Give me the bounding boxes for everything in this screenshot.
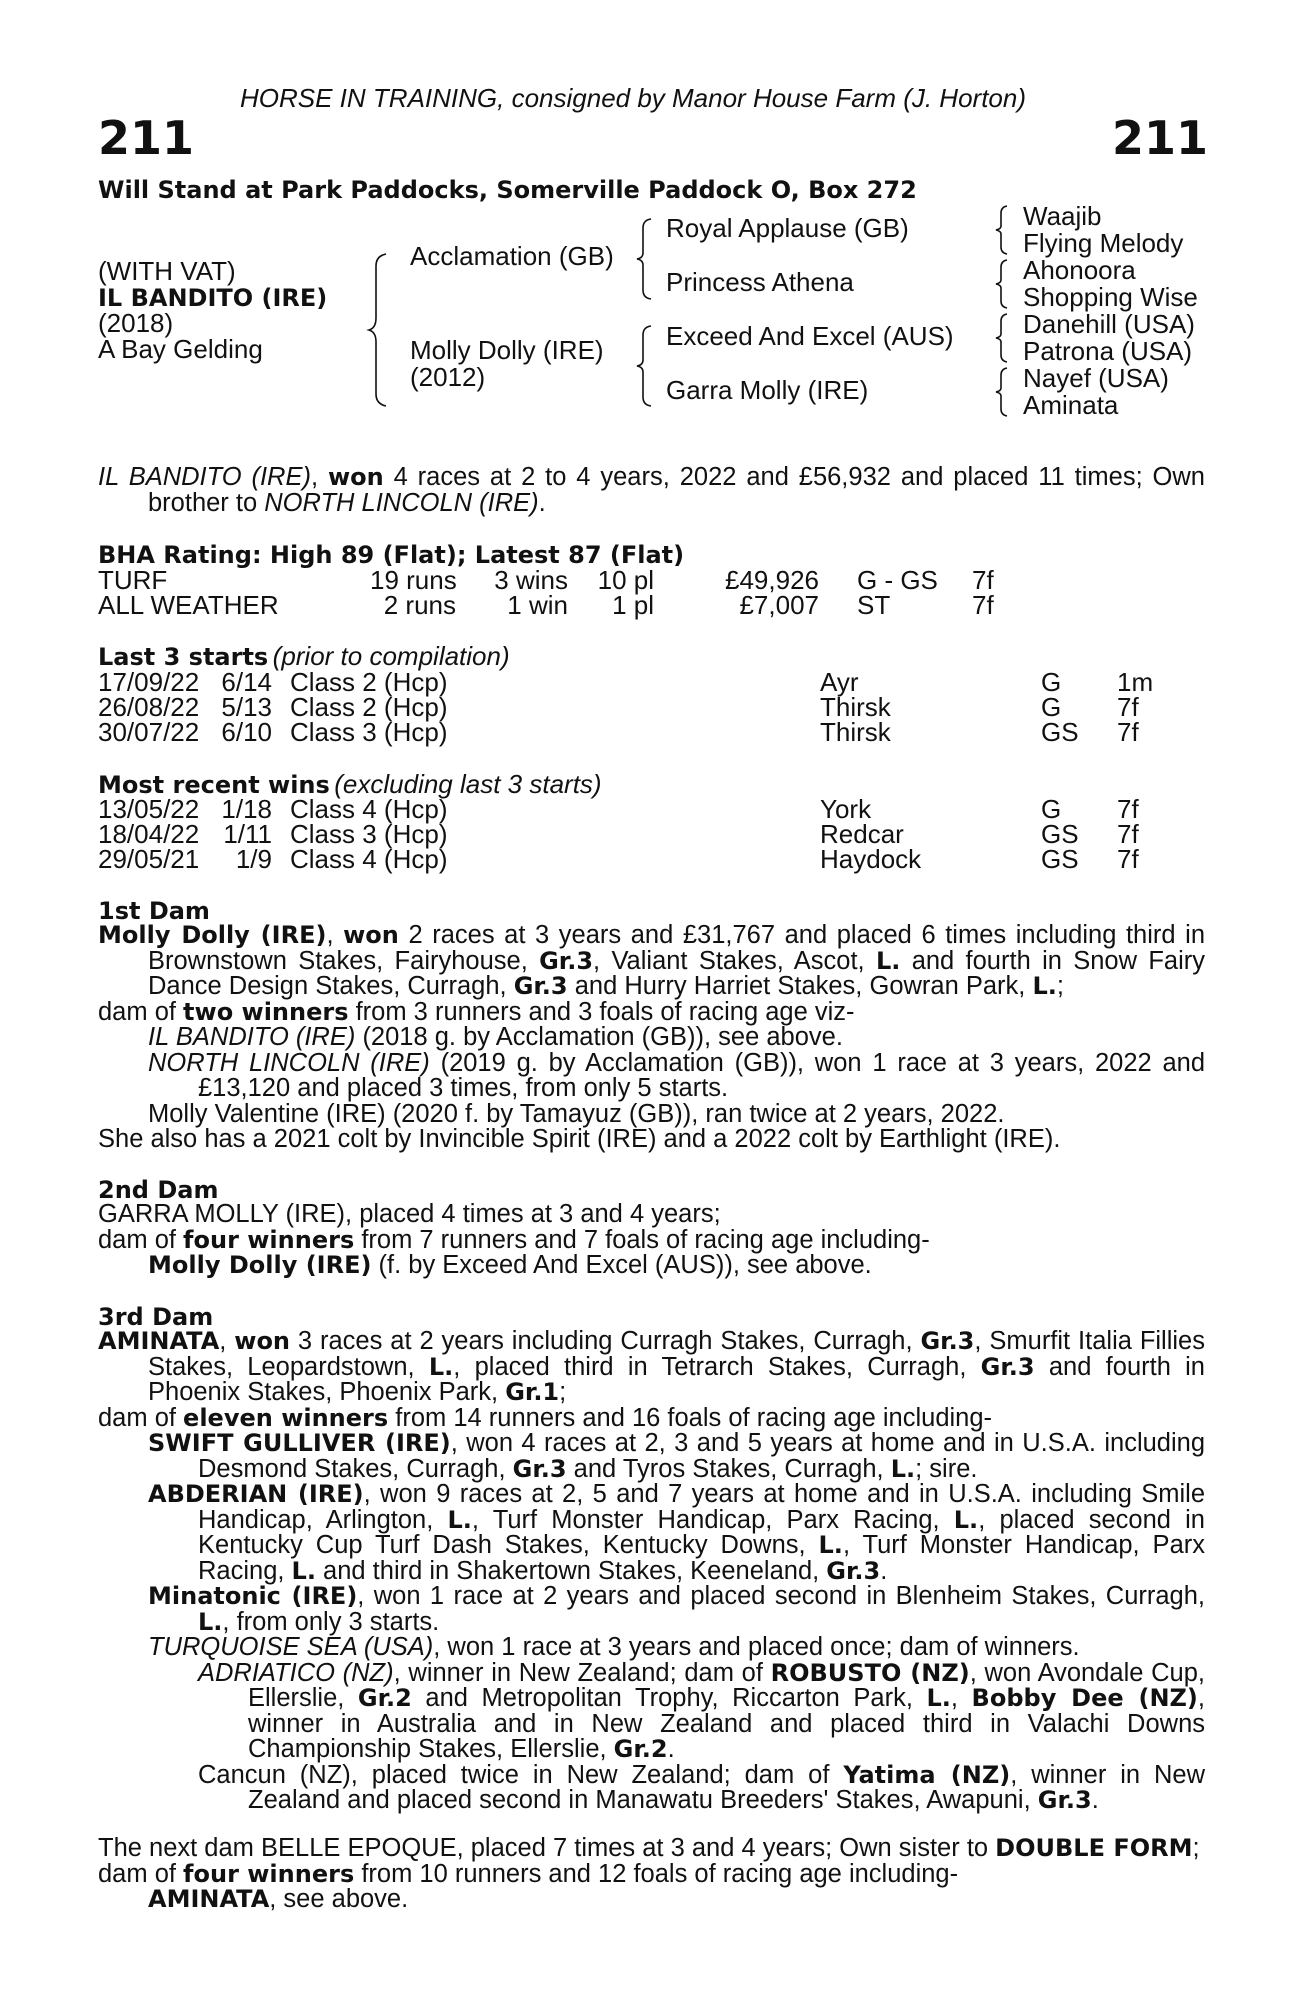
gen3-ancestor: Waajib: [1023, 201, 1102, 231]
gen3-ancestor: Danehill (USA): [1023, 309, 1195, 339]
rating-distance: 7f: [972, 565, 994, 595]
grade: L.: [875, 946, 901, 975]
rating-earnings: £49,926: [725, 565, 819, 595]
pedigree-brace-2b: [634, 324, 654, 408]
second-dam-section: [98, 1202, 1205, 1279]
winners-count: four winners: [183, 1859, 355, 1888]
offspring: Molly Valentine (IRE) (2020 f. by Tamayuz (GB)), ran twice at 2 years, 2022.: [148, 1099, 1005, 1128]
next-dam-record: The next dam BELLE EPOQUE, placed 7 times at 3 and 4 years; Own sister to DOUBLE FORM;: [98, 1834, 1200, 1862]
gen3-ancestor: Patrona (USA): [1023, 336, 1193, 366]
pedigree-brace-2a: [634, 217, 654, 301]
summary-text: 4 races at 2 to 4 years, 2022 and £56,932 and placed 11 times; Own brother to: [148, 463, 1205, 517]
race-course: Ayr: [820, 667, 859, 697]
dam-sire: Exceed And Excel (AUS): [666, 321, 954, 351]
pedigree-brace-1: [366, 252, 390, 408]
race-date: 29/05/21: [98, 844, 200, 874]
horse-description: A Bay Gelding: [98, 334, 263, 364]
race-class: Class 3 (Hcp): [290, 717, 448, 747]
last3-title: Last 3 starts: [98, 643, 269, 671]
dam-name: Molly Dolly (IRE): [98, 921, 327, 949]
offspring-name: ADRIATICO (NZ): [198, 1658, 394, 1687]
race-course: Haydock: [820, 844, 922, 874]
dam-dam: Garra Molly (IRE): [666, 375, 869, 405]
summary-end: .: [538, 488, 546, 517]
offspring: Molly Dolly (IRE) (f. by Exceed And Excel (AUS)), see above.: [148, 1251, 872, 1279]
winners-count: four winners: [183, 1225, 355, 1254]
rating-surface: TURF: [98, 565, 168, 595]
lot-number-right: 211: [1112, 111, 1209, 165]
first-dam-section: [98, 923, 1205, 1153]
lot-number-left: 211: [98, 111, 195, 165]
text: and Hurry Harriet Stakes, Gowran Park,: [567, 972, 1033, 1000]
won-label: won: [343, 921, 399, 949]
grade: Gr.3: [513, 972, 568, 1000]
race-class: Class 2 (Hcp): [290, 667, 448, 697]
offspring: SWIFT GULLIVER (IRE), won 4 races at 2, 3 and 5 years at home and in U.S.A. including Desmond Stakes, Curragh, Gr.3 and Tyros Stakes, Curragh, L.; sire.: [148, 1429, 1205, 1483]
race-going: GS: [1041, 819, 1079, 849]
rating-earnings: £7,007: [739, 590, 819, 620]
first-dam-record: Molly Dolly (IRE), won 2 races at 3 years and £31,767 and placed 6 times including third in Brownstown Stakes, Fairyhouse, Gr.3, Valiant Stakes, Ascot, L. and fourth in Snow Fairy Dance Design Stakes, Curragh, Gr.3 and Hurry Harriet Stakes, Gowran Park, L.;: [98, 921, 1205, 1000]
race-position: 1/18: [221, 794, 272, 824]
grade: L.: [1032, 972, 1057, 1000]
pedigree-brace-3c: [993, 312, 1011, 364]
sire-sire: Royal Applause (GB): [666, 213, 909, 243]
recent-title: Most recent wins: [98, 771, 330, 799]
race-summary: IL BANDITO (IRE), won 4 races at 2 to 4 years, 2022 and £56,932 and placed 11 times; Own brother to NORTH LINCOLN (IRE).: [98, 463, 1205, 517]
race-going: G: [1041, 794, 1062, 824]
race-class: Class 4 (Hcp): [290, 794, 448, 824]
summary-brother: NORTH LINCOLN (IRE): [264, 488, 539, 517]
dam-of-line: dam of eleven winners from 14 runners and 16 foals of racing age including-: [98, 1403, 993, 1432]
race-course: Redcar: [820, 819, 904, 849]
gen3-ancestor: Shopping Wise: [1023, 282, 1198, 312]
bha-rating-title: BHA Rating: High 89 (Flat); Latest 87 (Flat): [98, 541, 685, 569]
race-date: 30/07/22: [98, 717, 200, 747]
offspring-name: AMINATA: [148, 1885, 270, 1913]
rating-placed: 1 pl: [612, 590, 654, 620]
dam-year: (2012): [410, 362, 486, 392]
rating-wins: 3 wins: [494, 565, 568, 595]
pedigree-brace-3b: [993, 258, 1011, 310]
second-dam-title: 2nd Dam: [98, 1176, 219, 1204]
race-class: Class 2 (Hcp): [290, 692, 448, 722]
offspring: TURQUOISE SEA (USA), won 1 race at 3 years and placed once; dam of winners.: [148, 1633, 1080, 1661]
sire-dam: Princess Athena: [666, 267, 854, 297]
recent-note: (excluding last 3 starts): [334, 769, 602, 799]
rating-runs: 19 runs: [370, 565, 457, 595]
consignment-line: HORSE IN TRAINING, consigned by Manor House Farm (J. Horton): [240, 83, 1027, 113]
first-dam-title: 1st Dam: [98, 897, 210, 925]
offspring: Minatonic (IRE), won 1 race at 2 years and placed second in Blenheim Stakes, Curragh, L., from only 3 starts.: [148, 1582, 1205, 1636]
gen3-ancestor: Ahonoora: [1023, 255, 1136, 285]
summary-horse-name: IL BANDITO (IRE): [98, 463, 311, 491]
rating-going: G - GS: [857, 565, 938, 595]
offspring-name: NORTH LINCOLN (IRE): [148, 1048, 430, 1077]
offspring-name: SWIFT GULLIVER (IRE): [148, 1429, 451, 1457]
offspring-name: Minatonic (IRE): [148, 1582, 358, 1610]
race-distance: 7f: [1117, 844, 1139, 874]
won-label: won: [327, 463, 384, 491]
race-distance: 7f: [1117, 819, 1139, 849]
race-distance: 1m: [1117, 667, 1154, 697]
race-date: 13/05/22: [98, 794, 200, 824]
dam-name: AMINATA: [98, 1327, 220, 1355]
third-dam-section: [98, 1329, 1205, 1814]
sire: Acclamation (GB): [410, 241, 614, 271]
race-position: 1/11: [223, 819, 272, 849]
race-going: GS: [1041, 844, 1079, 874]
foaling-year: (2018): [98, 308, 174, 338]
last3-note: (prior to compilation): [272, 641, 510, 671]
race-class: Class 3 (Hcp): [290, 819, 448, 849]
gen3-ancestor: Flying Melody: [1023, 228, 1184, 258]
grade: Gr.3: [539, 946, 594, 975]
gen3-ancestor: Nayef (USA): [1023, 363, 1169, 393]
sister-name: DOUBLE FORM: [995, 1834, 1193, 1862]
third-dam-record: AMINATA, won 3 races at 2 years including Curragh Stakes, Curragh, Gr.3, Smurfit Italia Fillies Stakes, Leopardstown, L., placed third in Tetrarch Stakes, Curragh, Gr.3 and fourth in Phoenix Stakes, Phoenix Park, Gr.1;: [98, 1327, 1205, 1406]
race-distance: 7f: [1117, 717, 1139, 747]
race-position: 6/14: [221, 667, 272, 697]
horse-name: IL BANDITO (IRE): [98, 284, 328, 312]
dam: Molly Dolly (IRE): [410, 335, 604, 365]
rating-surface: ALL WEATHER: [98, 590, 279, 620]
rating-runs: 2 runs: [383, 590, 456, 620]
offspring: ABDERIAN (IRE), won 9 races at 2, 5 and 7 years at home and in U.S.A. including Smile Handicap, Arlington, L., Turf Monster Handicap, Parx Racing, L., placed second in Kentucky Cup Turf Dash Stakes, Kentucky Downs, L., Turf Monster Handicap, Parx Racing, L. and third in Shakertown Stakes, Keeneland, Gr.3.: [148, 1480, 1205, 1585]
dam-of-line: dam of two winners from 3 runners and 3 foals of racing age viz-: [98, 997, 855, 1026]
offspring-name: TURQUOISE SEA (USA): [148, 1633, 434, 1661]
offspring-name: Molly Dolly (IRE): [148, 1251, 372, 1279]
race-distance: 7f: [1117, 692, 1139, 722]
race-position: 5/13: [221, 692, 272, 722]
winners-count: eleven winners: [183, 1403, 389, 1432]
offspring: NORTH LINCOLN (IRE) (2019 g. by Acclamation (GB)), won 1 race at 3 years, 2022 and £13,120 and placed 3 times, from only 5 starts.: [148, 1048, 1206, 1102]
race-date: 18/04/22: [98, 819, 200, 849]
also-has-line: She also has a 2021 colt by Invincible Spirit (IRE) and a 2022 colt by Earthlight (IRE).: [98, 1125, 1061, 1153]
race-course: York: [820, 794, 872, 824]
race-position: 6/10: [221, 717, 272, 747]
vat-note: (WITH VAT): [98, 256, 236, 286]
race-position: 1/9: [235, 844, 272, 874]
won-label: won: [234, 1327, 291, 1355]
race-course: Thirsk: [820, 692, 891, 722]
rating-placed: 10 pl: [597, 565, 654, 595]
winners-count: two winners: [183, 997, 349, 1026]
stand-location: Will Stand at Park Paddocks, Somerville Paddock O, Box 272: [98, 176, 917, 204]
race-distance: 7f: [1117, 794, 1139, 824]
dam-of-line: dam of four winners from 7 runners and 7 foals of racing age including-: [98, 1225, 930, 1254]
race-date: 26/08/22: [98, 692, 200, 722]
gen3-ancestor: Aminata: [1023, 390, 1119, 420]
dam-of-line: dam of four winners from 10 runners and 12 foals of racing age including-: [98, 1859, 959, 1888]
race-date: 17/09/22: [98, 667, 200, 697]
offspring-name: ABDERIAN (IRE): [148, 1480, 364, 1508]
rating-distance: 7f: [972, 590, 994, 620]
rating-wins: 1 win: [507, 590, 568, 620]
grand-offspring: Cancun (NZ), placed twice in New Zealand; dam of Yatima (NZ), winner in New Zealand and placed second in Manawatu Breeders' Stakes, Awapuni, Gr.3.: [198, 1760, 1205, 1814]
race-course: Thirsk: [820, 717, 891, 747]
next-dam-section: [98, 1836, 1205, 1913]
second-dam-record: GARRA MOLLY (IRE), placed 4 times at 3 and 4 years;: [98, 1200, 721, 1228]
rating-going: ST: [857, 590, 891, 620]
offspring: IL BANDITO (IRE) (2018 g. by Acclamation (GB)), see above.: [148, 1023, 843, 1051]
pedigree-brace-3a: [993, 204, 1011, 256]
pedigree-brace-3d: [993, 366, 1011, 418]
text: ;: [1056, 972, 1064, 1000]
race-class: Class 4 (Hcp): [290, 844, 448, 874]
race-going: GS: [1041, 717, 1079, 747]
text: 2 races at 3 years and £31,767 and placed 6 times including third in Brownstown Stakes, Fairyhouse,: [148, 921, 1205, 975]
text: and fourth in Snow Fairy Dance Design Stakes, Curragh,: [148, 946, 1205, 1000]
race-going: G: [1041, 667, 1062, 697]
race-going: G: [1041, 692, 1062, 722]
offspring: AMINATA, see above.: [148, 1885, 409, 1913]
offspring-name: IL BANDITO (IRE): [148, 1023, 356, 1051]
grand-offspring: ADRIATICO (NZ), winner in New Zealand; dam of ROBUSTO (NZ), won Avondale Cup, Ellerslie, Gr.2 and Metropolitan Trophy, Riccarton Park, L., Bobby Dee (NZ), winner in Australia and in New Zealand and placed third in Valachi Downs Championship Stakes, Ellerslie, Gr.2.: [198, 1658, 1205, 1763]
text: , Valiant Stakes, Ascot,: [593, 946, 876, 975]
third-dam-title: 3rd Dam: [98, 1303, 214, 1331]
